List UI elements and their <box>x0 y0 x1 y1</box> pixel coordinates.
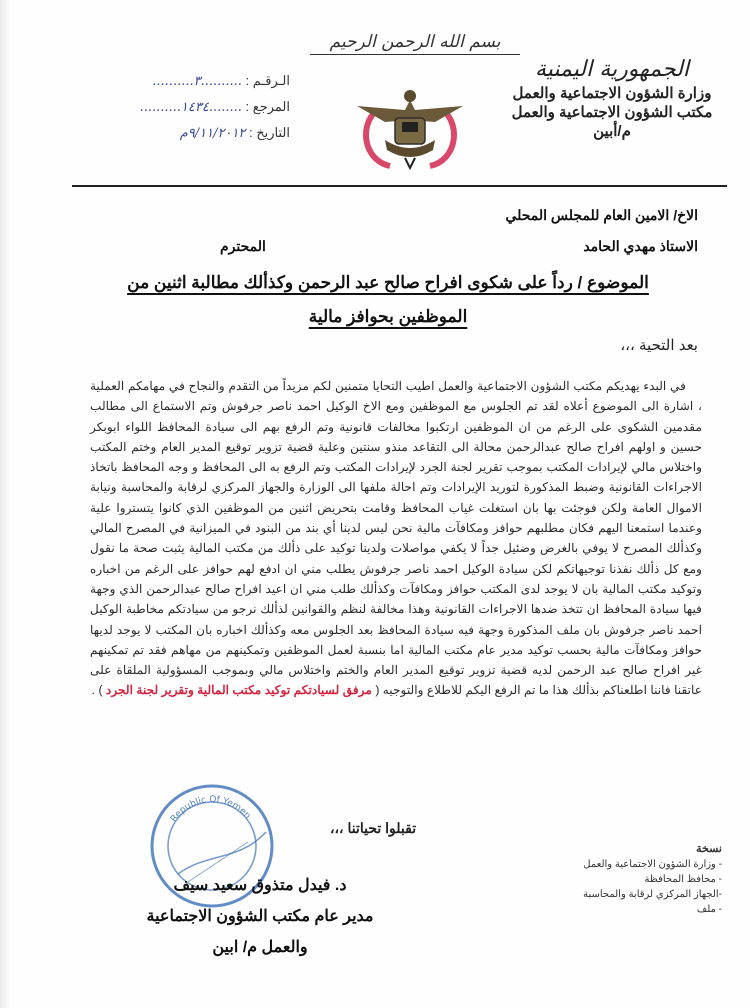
header-divider <box>72 185 727 187</box>
closing-salutation: تقبلوا تحياتنا ،،، <box>330 820 417 836</box>
subject-line1: الموضوع / رداً على شكوى افراح صالح عبد الرحمن وكذألك مطالبة اثنين من <box>127 273 649 292</box>
signature-block <box>110 870 410 963</box>
subject <box>78 266 698 334</box>
ref-value: ........١٤٣٤.......... <box>139 100 242 115</box>
attachment-note: مرفق لسيادتكم توكيد مكتب المالية وتقرير لجنة الجرد <box>105 683 372 698</box>
letterhead-ministry <box>502 56 722 141</box>
subject-line2: الموظفين بحوافز مالية <box>308 307 468 326</box>
body-paragraph: في البدء يهديكم مكتب الشؤون الاجتماعية والعمل اطيب التحايا متمنين لكم مزيداً من التقدم والنجاح في مهامكم العملية ، اشارة الى الموضوع أعلاه لقد تم الجلوس مع الموظفين ومع الاخ الوكيل احمد ناصر جرفوش وتم الاستماع الى مطالب مقدمين الشكوى على الرغم من ان الموظفين ارتكبوا مخالفات قانونية وتم الرفع بهم الى سيادة المحافظ اللواء ابوبكر حسين و اولهم افراح صالح عبدالرحمن محالة الى التقاعد منذو سنتين وعلية قضية تزوير توقيع المدير العام وختم المكتب واختلاس مالي لإيرادات المكتب بموجب تقرير لجنة الجرد لإيرادات المكتب وتم الرفع به الى المحافظ و وجه المحافظ باتخاذ الاجراءات القانونية وضبط المذكورة لتوريد الإيرادات وتم احالة ملفها الى الوزارة والجهاز المركزي لرقابة والمحاسبة ونيابة الاموال العامة ولكن فوجئت بها بان استغلت غياب المحافظ وقامت بتحريض اثنين من الموظفين الذي كانوا يتستروا علية وعندما استمعنا اليهم فكان مطلبهم حوافز ومكافآت مالية نحن ليس لدينا أي بند من البنود في الميزانية في المصرح المالي وكذألك المصرح لا يوفي بالغرض وضئيل جداً لا يكفي مواصلات ولدينا توكيد على ذألك من مكتب المالية يثبت صحة ما نقول ومع كل ذألك نفذنا توجيهاتكم لكن سيادة الوكيل احمد ناصر جرفوش يطلب مني ان ادفع لهم حوافز على الرغم من اخباره وتوكيد مكتب المالية بان لا يوجد لدى المكتب حوافز ومكافآت وكذألك طلب مني ان اعيد افراح صالح عبدالرحمن الذي وجهة فيها سيادة المحافظ ان تتخذ ضدها الاجراءات القانونية وهذا مخالفة لنظم والقوانين لذألك نرجو من سيادتكم مخاطبة الوكيل احمد ناصر جرفوش بان ملف المذكورة وجهة فيه سيادة المحافظ بعد الجلوس معه وكذألك اخباره بان المكتب لا يوجد لديها حوافز ومكافآت مالية بحسب توكيد مدير عام مكتب المالية اما بنسبة لعمل الموظفين وتمكينهم من مهاهم فقد تم تمكينهم غير افراح صالح عبد الرحمن لديه قضية تزوير توقيع المدير العام والختم واختلاس مالي وبموجب المسؤولية الملقاة على عاتقنا فاننا اطلعناكم بذألك هذا ما تم الرفع اليكم للاطلاع والتوجيه ( <box>90 379 702 698</box>
addressee-line2 <box>78 238 698 255</box>
governorate-line: م/أبين <box>593 123 631 140</box>
republic-title: الجمهورية اليمنية <box>534 57 690 82</box>
signatory-title-2: والعمل م/ ابين <box>212 939 308 956</box>
number-label: الـرقـم : <box>245 73 290 88</box>
copy-item: - محافظ المحافظة <box>644 874 722 885</box>
yemen-eagle-emblem-icon <box>355 80 465 170</box>
date-value: ٩/١١/٢٠١٢م <box>179 126 246 141</box>
copies-list <box>552 842 722 917</box>
addressee-honorific: المحترم <box>220 238 266 254</box>
office-line: مكتب الشؤون الاجتماعية والعمل <box>511 104 713 121</box>
reference-number-row <box>60 68 290 94</box>
date-label: التاريخ : <box>249 125 290 140</box>
ministry-line: وزارة الشؤون الاجتماعية والعمل <box>512 85 712 102</box>
svg-text:Republic Of Yemen <box>169 795 252 824</box>
reference-date-row <box>60 120 290 146</box>
addressee-name: الاستاذ مهدي الحامد <box>583 238 698 254</box>
stamp-text: Republic Of Yemen <box>169 794 253 825</box>
attachment-close: ) . <box>91 683 103 698</box>
letter-body <box>90 376 702 701</box>
copies-title: نسخة <box>696 843 722 855</box>
scan-edge-shadow <box>0 0 10 1008</box>
addressee-line1: الاخ/ الامين العام للمجلس المحلي <box>505 207 698 223</box>
reference-ref-row <box>60 94 290 120</box>
basmala: بسم الله الرحمن الرحيم <box>310 32 520 55</box>
ref-label: المرجع : <box>245 99 290 114</box>
copy-item: -الجهاز المركزي لرقابة والمحاسبة <box>583 889 722 900</box>
greeting: بعد التحية ،،، <box>620 337 698 354</box>
copy-item: - ملف <box>696 904 722 915</box>
signatory-title: مدير عام مكتب الشؤون الاجتماعية <box>146 908 374 925</box>
signatory-name: د. فيدل متذوق سعيد سيف <box>173 877 347 894</box>
reference-block <box>60 68 290 146</box>
copy-item: - وزارة الشؤون الاجتماعية والعمل <box>583 859 722 870</box>
number-value: ..........٣.......... <box>152 74 242 89</box>
